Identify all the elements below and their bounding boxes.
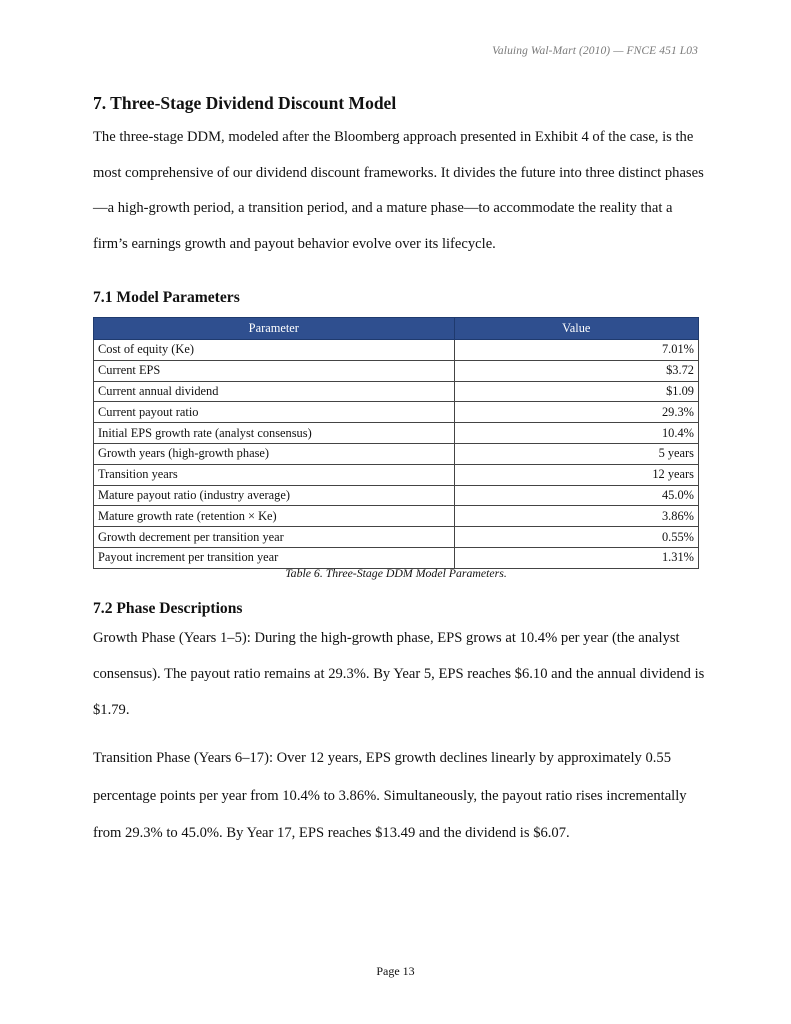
parameter-value: 12 years xyxy=(454,464,698,485)
column-header-value: Value xyxy=(454,318,698,340)
table-row xyxy=(94,443,699,464)
parameter-value: $1.09 xyxy=(454,381,698,402)
table-header-row xyxy=(94,318,699,340)
table-caption: Table 6. Three-Stage DDM Model Parameters. xyxy=(285,566,507,580)
parameter-label: Transition years xyxy=(94,464,455,485)
intro-paragraph: The three-stage DDM, modeled after the Bloomberg approach presented in Exhibit 4 of the case, is the most comprehensive of our dividend discount frameworks. It divides the future into three distinct phases—a high-growth period, a transition period, and a mature phase—to accommodate the reality that a firm’s earnings growth and payout behavior evolve over its lifecycle. xyxy=(93,129,704,252)
phases-heading: 7.2 Phase Descriptions xyxy=(93,600,243,617)
parameter-label: Mature growth rate (retention × Ke) xyxy=(94,506,455,527)
parameter-value: 7.01% xyxy=(454,340,698,361)
parameter-value: 29.3% xyxy=(454,402,698,423)
parameter-label: Current annual dividend xyxy=(94,381,455,402)
parameter-label: Growth decrement per transition year xyxy=(94,527,455,548)
parameter-value: 1.31% xyxy=(454,547,698,568)
table-row xyxy=(94,340,699,361)
parameter-label: Current payout ratio xyxy=(94,402,455,423)
parameter-value: 5 years xyxy=(454,443,698,464)
parameter-value: 10.4% xyxy=(454,423,698,444)
growth-phase-paragraph: Growth Phase (Years 1–5): During the high-growth phase, EPS grows at 10.4% per year (the analyst consensus). The payout ratio remains at 29.3%. By Year 5, EPS reaches $6.10 and the annual dividend is $1.79. xyxy=(93,630,705,718)
table-row xyxy=(94,402,699,423)
parameters-heading: 7.1 Model Parameters xyxy=(93,289,240,306)
table-row xyxy=(94,423,699,444)
table-row xyxy=(94,360,699,381)
parameter-label: Cost of equity (Ke) xyxy=(94,340,455,361)
table-row xyxy=(94,381,699,402)
running-header: Valuing Wal-Mart (2010) — FNCE 451 L03 xyxy=(492,45,698,57)
parameter-label: Growth years (high-growth phase) xyxy=(94,443,455,464)
parameters-table xyxy=(93,317,699,569)
parameter-label: Initial EPS growth rate (analyst consensus) xyxy=(94,423,455,444)
column-header-parameter: Parameter xyxy=(94,318,455,340)
parameter-label: Mature payout ratio (industry average) xyxy=(94,485,455,506)
parameter-value: 45.0% xyxy=(454,485,698,506)
page-number: Page 13 xyxy=(376,964,415,978)
parameter-value: 0.55% xyxy=(454,527,698,548)
parameter-value: $3.72 xyxy=(454,360,698,381)
table-row xyxy=(94,464,699,485)
transition-phase-paragraph: Transition Phase (Years 6–17): Over 12 years, EPS growth declines linearly by approximately 0.55 percentage points per year from 10.4% to 3.86%. Simultaneously, the payout ratio rises incrementally from 29.3% to 45.0%. By Year 17, EPS reaches $13.49 and the dividend is $6.07. xyxy=(93,750,687,841)
parameter-label: Payout increment per transition year xyxy=(94,547,455,568)
parameter-value: 3.86% xyxy=(454,506,698,527)
section-title: 7. Three-Stage Dividend Discount Model xyxy=(93,93,397,113)
table-row xyxy=(94,527,699,548)
parameter-label: Current EPS xyxy=(94,360,455,381)
table-row xyxy=(94,485,699,506)
table-row xyxy=(94,506,699,527)
